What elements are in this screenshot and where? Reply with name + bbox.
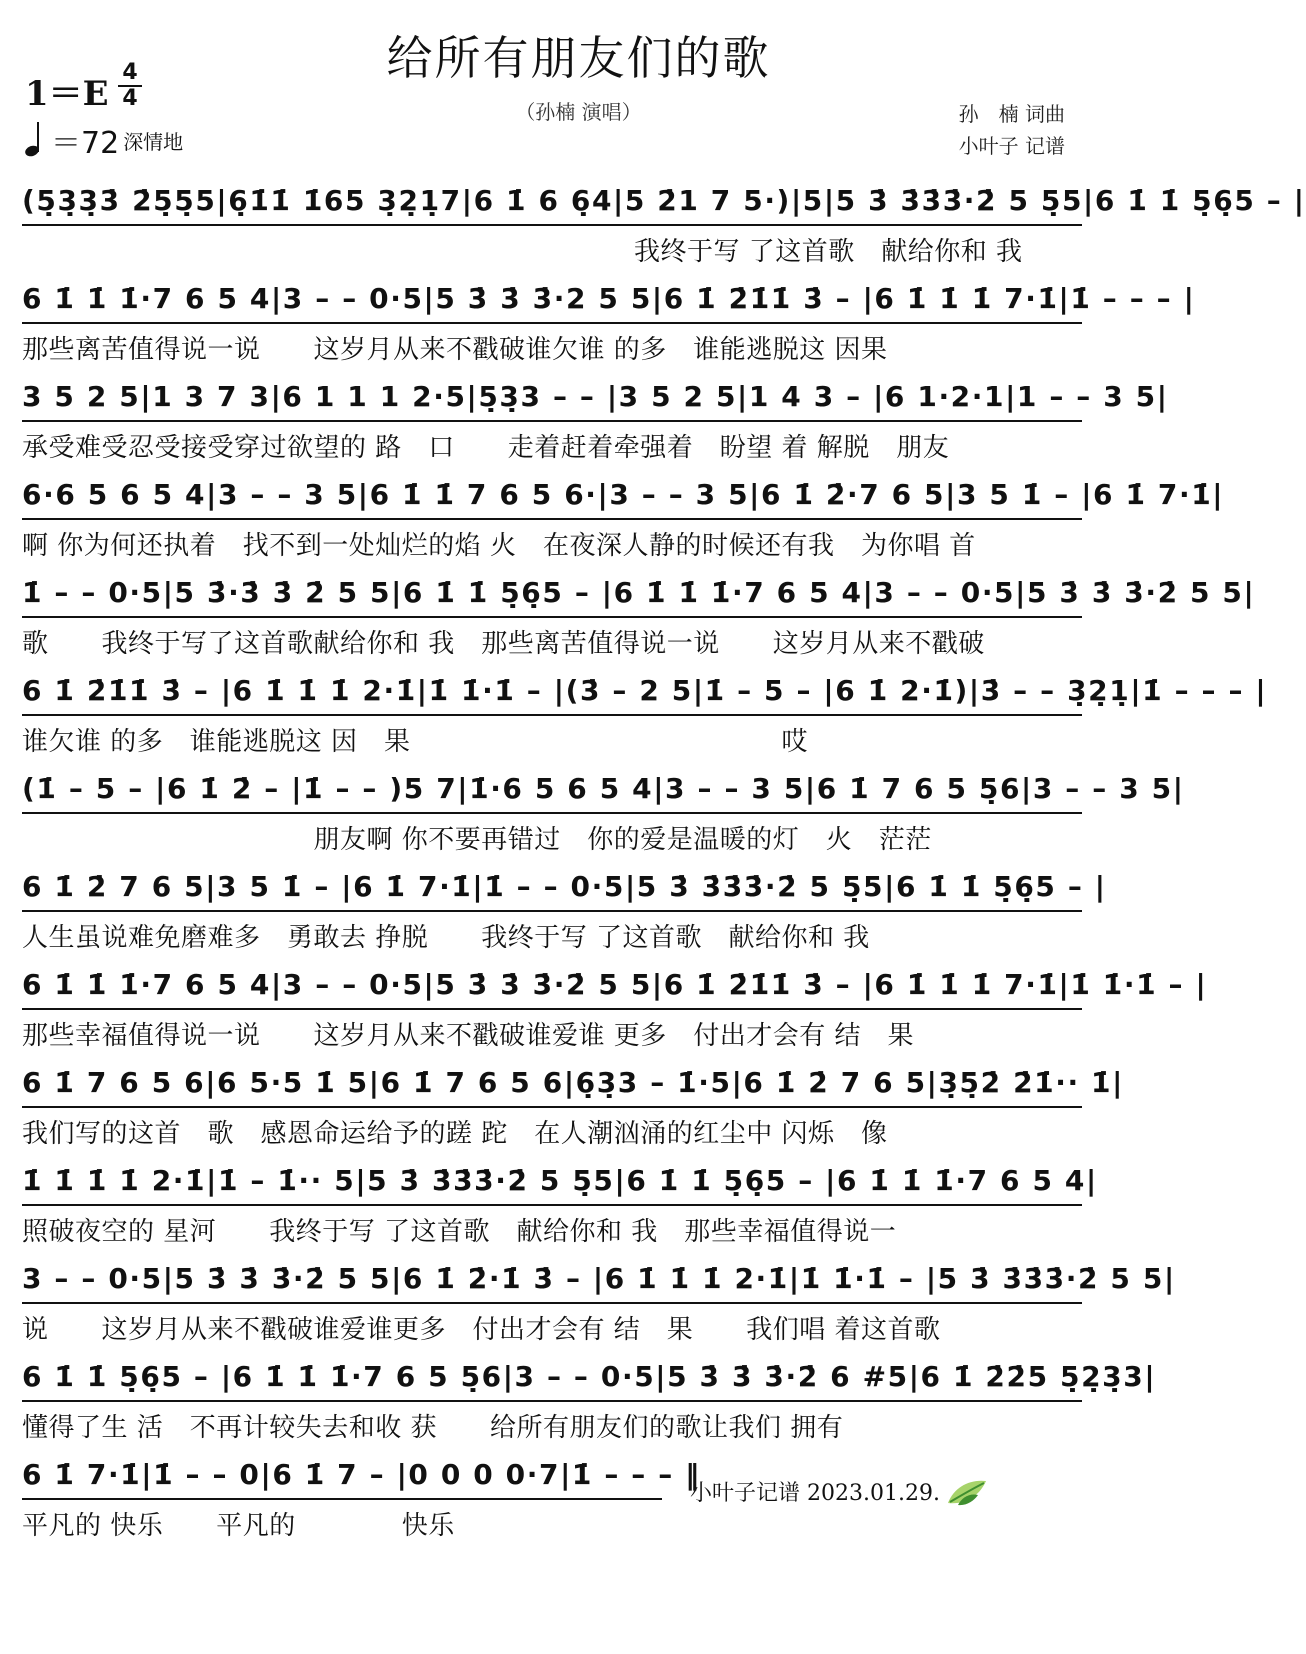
score-system-11 [22,1158,1098,1256]
score-system-9 [22,962,1208,1060]
notation-line: (5̣3̣3̣3̇ 2̇5̣5̣5|6̣1̇1̇ 1̇65 3̣2̣1̣7|6 1̇ 6 6̣4|5 2̇1 7 5·)|5|5 3̇ 3̇3̇3̇·2̇ 5 5̣5|6 1̇ 1̇ 5̣6̣5 – | [22,178,1082,226]
lyric-line: 那些离苦值得说一说 这岁月从来不戳破谁欠谁 的多 谁能逃脱这 因果 [22,335,888,365]
meter-top: 4 [122,60,138,85]
quarter-note-icon [25,122,47,158]
meter-bottom: 4 [122,86,138,111]
notation-line: 1̇ – – 0·5|5 3̇·3̇ 3̇ 2̇ 5 5|6 1̇ 1̇ 5̣6̣5 – |6 1̇ 1̇ 1̇·7 6 5 4|3 – – 0·5|5 3̇ 3̇ 3̇·2̇ 5 5| [22,570,1082,618]
lyric-line: 说 这岁月从来不戳破谁爱谁更多 付出才会有 结 果 我们唱 着这首歌 [22,1315,941,1345]
tempo-value: ＝72 [51,126,120,161]
score-system-10 [22,1060,1124,1158]
lyric-line: 照破夜空的 星河 我终于写 了这首歌 献给你和 我 那些幸福值得说一 [22,1217,897,1247]
expression-mark: 深情地 [123,129,184,154]
notation-line: 6 1̇ 1̇ 1̇·7 6 5 4|3 – – 0·5|5 3̇ 3̇ 3̇·2̇ 5 5|6 1̇ 2̇1̇1̇ 3̇ – |6 1̇ 1̇ 1̇ 7·1̇|1̇ 1̇·1̇ – | [22,962,1082,1010]
signature-text: 小叶子记谱 2023.01.29. [690,1481,940,1506]
notation-line: 6 1̇ 1̇ 1̇·7 6 5 4|3 – – 0·5|5 3̇ 3̇ 3̇·2 5 5|6 1̇ 2̇1̇1̇ 3̇ – |6 1̇ 1̇ 1̇ 7·1̇|1̇ – – – | [22,276,1082,324]
key-signature: 1＝E [25,74,109,114]
score-system-5 [22,570,1256,668]
notation-line: (1̇ – 5 – |6 1̇ 2̇ – |1̇ – – )5 7|1̇·6 5 6 5 4|3 – – 3 5|6 1̇ 7 6 5 5̣6|3 – – 3 5| [22,766,1082,814]
page-title: 给所有朋友们的歌 [386,31,771,85]
score-system-13 [22,1354,1157,1452]
score-system-3 [22,374,1169,472]
notation-line: 6 1̇ 7 6 5 6|6 5·5 1̇ 5|6 1̇ 7 6 5 6|6̣3̣3 – 1̇·5|6 1̇ 2̇ 7 6 5|3̣5̣2̇ 2̇1̇·· 1̇| [22,1060,1082,1108]
leaf-icon [944,1477,990,1507]
score-system-14 [22,1452,701,1550]
notation-line: 6 1̇ 7·1̇|1̇ – – 0|6 1̇ 7 – |0 0 0 0·7|1̇ – – – ‖ [22,1452,662,1500]
score-system-12 [22,1256,1176,1354]
transcriber-signature [690,1476,990,1507]
lyric-line: 那些幸福值得说一说 这岁月从来不戳破谁爱谁 更多 付出才会有 结 果 [22,1021,915,1051]
lyric-line: 朋友啊 你不要再错过 你的爱是温暖的灯 火 茫茫 [22,825,932,855]
notation-line: 3 5 2 5|1 3 7 3|6 1 1 1 2·5|5̣3̣3 – – |3 5 2 5|1 4 3 – |6 1·2·1|1 – – 3 5| [22,374,1082,422]
credit-transcriber: 小叶子 记谱 [958,134,1065,158]
performer-subtitle: （孙楠 演唱） [515,100,642,124]
lyric-line: 啊 你为何还执着 找不到一处灿烂的焰 火 在夜深人静的时候还有我 为你唱 首 [22,531,976,561]
score-system-1 [22,178,1306,276]
lyric-line: 我们写的这首 歌 感恩命运给予的蹉 跎 在人潮汹涌的红尘中 闪烁 像 [22,1119,888,1149]
score-system-8 [22,864,1107,962]
score-system-6 [22,668,1268,766]
lyric-line: 承受难受忍受接受穿过欲望的 路 口 走着赶着牵强着 盼望 着 解脱 朋友 [22,433,950,463]
notation-line: 1̇ 1̇ 1̇ 1̇ 2·1̇|1̇ – 1̇·· 5|5 3̇ 3̇3̇3̇·2̇ 5 5̣5|6 1̇ 1̇ 5̣6̣5 – |6 1̇ 1̇ 1̇·7 6 5 4| [22,1158,1082,1206]
score-system-2 [22,276,1196,374]
notation-line: 6 1̇ 2̇ 7 6 5|3 5 1̇ – |6 1̇ 7·1̇|1̇ – – 0·5|5 3̇ 3̇3̇3̇·2̇ 5 5̣5|6 1̇ 1̇ 5̣6̣5 – | [22,864,1082,912]
lyric-line: 人生虽说难免磨难多 勇敢去 挣脱 我终于写 了这首歌 献给你和 我 [22,923,870,953]
credit-lyrics-music: 孙 楠 词曲 [958,102,1065,126]
notation-line: 6 1̇ 1̇ 5̣6̣5 – |6 1̇ 1̇ 1̇·7 6 5 5̣6|3 – – 0·5|5 3̇ 3̇ 3̇·2̇ 6 #5|6 1̇ 2̇2̇5 5̣2̣3̣3| [22,1354,1082,1402]
lyric-line: 我终于写 了这首歌 献给你和 我 [634,237,1023,267]
lyric-line: 谁欠谁 的多 谁能逃脱这 因 果 哎 [22,727,809,757]
notation-line: 6·6 5 6 5 4|3 – – 3 5|6 1̇ 1̇ 7 6 5 6·|3 – – 3 5|6 1̇ 2̇·7 6 5|3 5 1̇ – |6 1̇ 7·1̇| [22,472,1082,520]
notation-line: 6 1̇ 2̇1̇1̇ 3̇ – |6 1̇ 1̇ 1̇ 2·1̇|1̇ 1̇·1̇ – |(3̇ – 2 5|1̇ – 5 – |6 1̇ 2·1̇)|3̇ – – 3̣2̣1̣|1̇ – – – | [22,668,1082,716]
lyric-line: 歌 我终于写了这首歌献给你和 我 那些离苦值得说一说 这岁月从来不戳破 [22,629,985,659]
score-system-4 [22,472,1225,570]
notation-line: 3 – – 0·5|5 3̇ 3̇ 3̇·2̇ 5 5|6 1̇ 2̇·1̇ 3̇ – |6 1̇ 1̇ 1̇ 2·1̇|1̇ 1̇·1̇ – |5 3̇ 3̇3̇3̇·2̇ 5 5| [22,1256,1082,1304]
score-system-7 [22,766,1185,864]
time-signature [118,62,142,110]
tempo-marking [25,118,183,162]
lyric-line: 懂得了生 活 不再计较失去和收 获 给所有朋友们的歌让我们 拥有 [22,1413,844,1443]
lyric-line: 平凡的 快乐 平凡的 快乐 [22,1511,455,1541]
